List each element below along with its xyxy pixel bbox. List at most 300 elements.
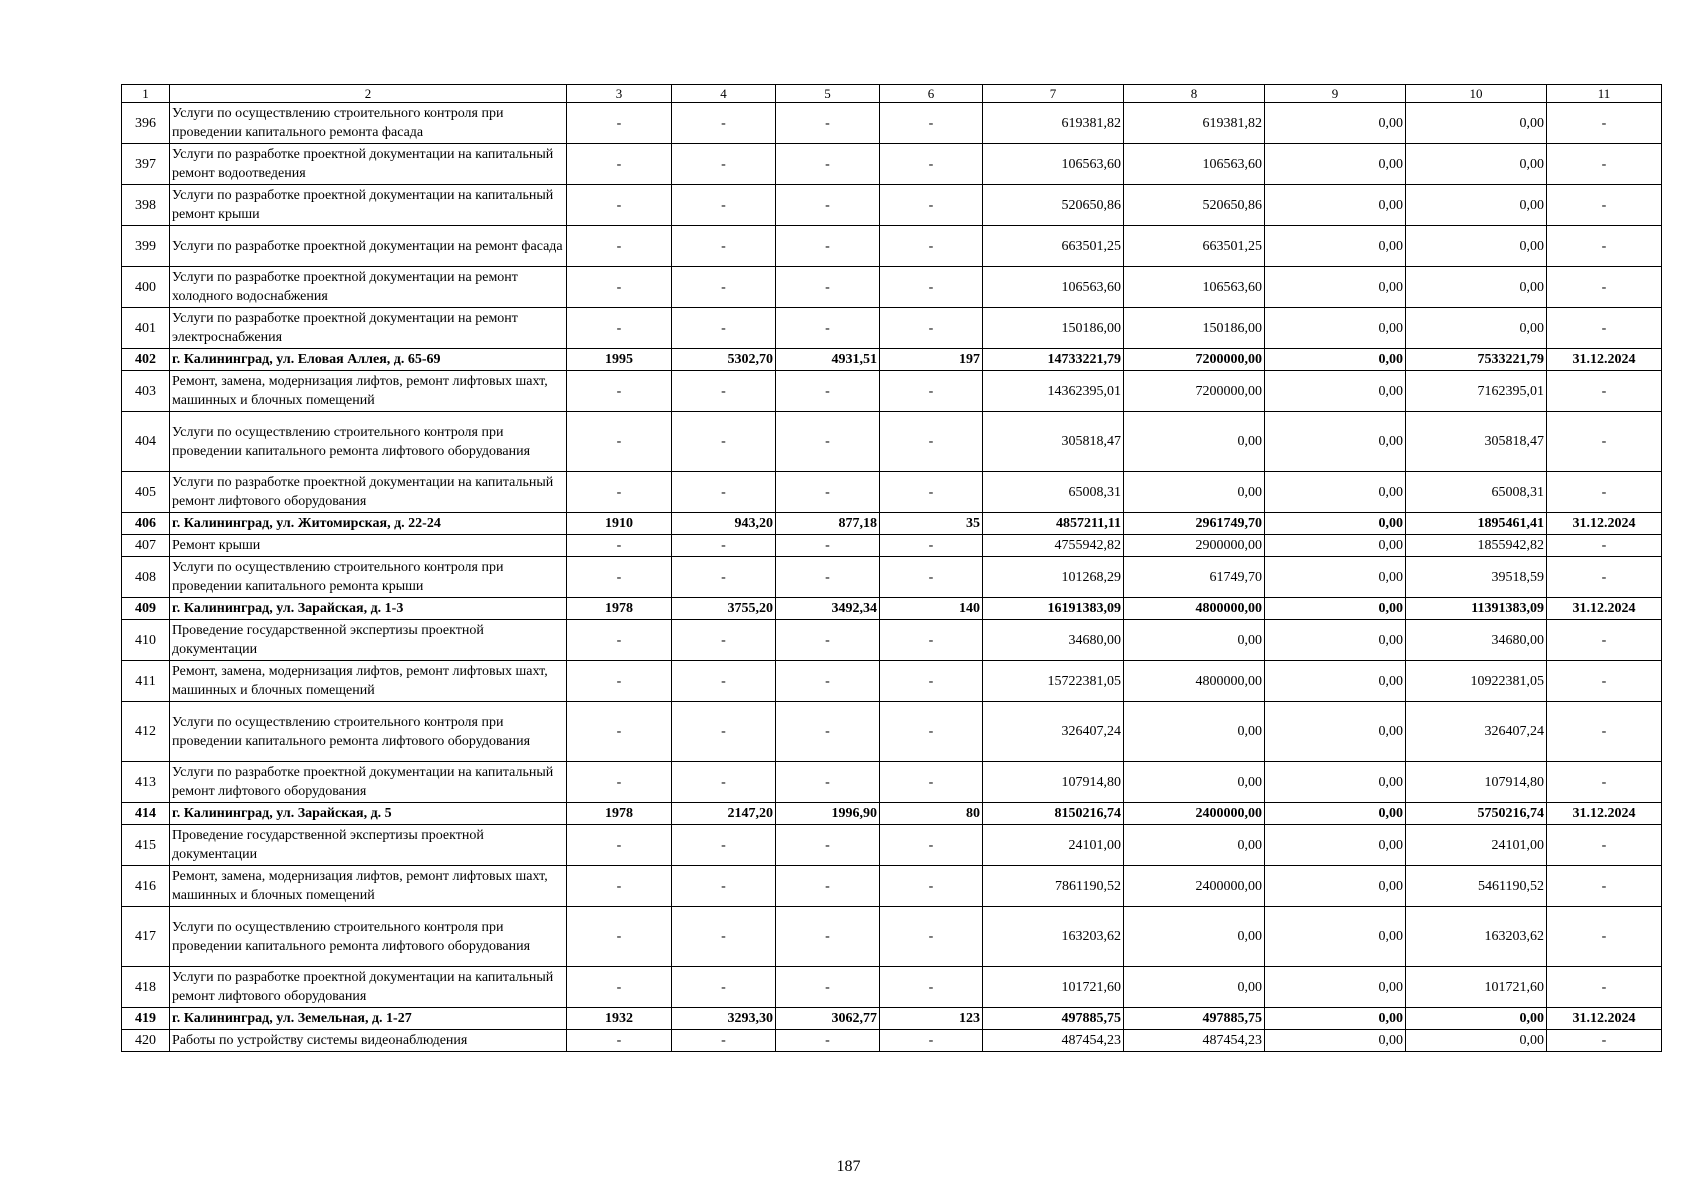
col-4-value: - xyxy=(672,1030,776,1052)
col-6-value: - xyxy=(880,472,983,513)
row-number: 398 xyxy=(122,185,170,226)
col-3-value: - xyxy=(567,267,672,308)
col-3-value: - xyxy=(567,535,672,557)
col-6-value: - xyxy=(880,371,983,412)
col-5-value: - xyxy=(776,702,880,762)
col-4-value: - xyxy=(672,371,776,412)
col-7-value: 163203,62 xyxy=(983,907,1124,967)
address-row xyxy=(122,349,1662,371)
col-8-value: 7200000,00 xyxy=(1124,349,1265,371)
row-number: 419 xyxy=(122,1008,170,1030)
col-4-value: - xyxy=(672,702,776,762)
col-8-value: 106563,60 xyxy=(1124,267,1265,308)
column-header: 8 xyxy=(1124,85,1265,103)
row-number: 417 xyxy=(122,907,170,967)
col-5-value: - xyxy=(776,825,880,866)
row-number: 412 xyxy=(122,702,170,762)
col-7-value: 4857211,11 xyxy=(983,513,1124,535)
row-name: Услуги по разработке проектной документации на капитальный ремонт лифтового оборудования xyxy=(170,967,567,1008)
work-item-row xyxy=(122,967,1662,1008)
col-3-value: 1995 xyxy=(567,349,672,371)
col-10-value: 7533221,79 xyxy=(1406,349,1547,371)
col-5-value: - xyxy=(776,371,880,412)
row-name: Услуги по осуществлению строительного контроля при проведении капитального ремонта крыши xyxy=(170,557,567,598)
col-7-value: 15722381,05 xyxy=(983,661,1124,702)
row-number: 415 xyxy=(122,825,170,866)
col-5-value: - xyxy=(776,535,880,557)
col-4-value: - xyxy=(672,762,776,803)
page-number: 187 xyxy=(836,1158,861,1175)
col-11-value: - xyxy=(1547,412,1662,472)
col-4-value: - xyxy=(672,907,776,967)
col-8-value: 0,00 xyxy=(1124,472,1265,513)
col-8-value: 0,00 xyxy=(1124,825,1265,866)
row-number: 407 xyxy=(122,535,170,557)
col-8-value: 7200000,00 xyxy=(1124,371,1265,412)
col-7-value: 14733221,79 xyxy=(983,349,1124,371)
col-10-value: 7162395,01 xyxy=(1406,371,1547,412)
col-11-value: - xyxy=(1547,144,1662,185)
col-10-value: 39518,59 xyxy=(1406,557,1547,598)
col-11-value: - xyxy=(1547,866,1662,907)
col-3-value: - xyxy=(567,185,672,226)
col-3-value: - xyxy=(567,557,672,598)
col-8-value: 2961749,70 xyxy=(1124,513,1265,535)
col-9-value: 0,00 xyxy=(1265,185,1406,226)
col-11-value: - xyxy=(1547,371,1662,412)
col-3-value: - xyxy=(567,907,672,967)
col-7-value: 106563,60 xyxy=(983,267,1124,308)
address-row xyxy=(122,598,1662,620)
row-name: Услуги по разработке проектной документации на капитальный ремонт крыши xyxy=(170,185,567,226)
col-4-value: - xyxy=(672,557,776,598)
col-9-value: 0,00 xyxy=(1265,907,1406,967)
col-9-value: 0,00 xyxy=(1265,762,1406,803)
col-5-value: - xyxy=(776,226,880,267)
row-number: 405 xyxy=(122,472,170,513)
row-name: г. Калининград, ул. Житомирская, д. 22-24 xyxy=(170,513,567,535)
work-item-row xyxy=(122,907,1662,967)
col-11-value: - xyxy=(1547,620,1662,661)
col-10-value: 0,00 xyxy=(1406,1030,1547,1052)
row-name: Услуги по разработке проектной документации на ремонт фасада xyxy=(170,226,567,267)
row-number: 413 xyxy=(122,762,170,803)
col-10-value: 305818,47 xyxy=(1406,412,1547,472)
col-11-value: - xyxy=(1547,661,1662,702)
row-number: 418 xyxy=(122,967,170,1008)
col-5-value: 3062,77 xyxy=(776,1008,880,1030)
col-8-value: 4800000,00 xyxy=(1124,661,1265,702)
row-name: Услуги по осуществлению строительного контроля при проведении капитального ремонта фасада xyxy=(170,103,567,144)
col-7-value: 14362395,01 xyxy=(983,371,1124,412)
row-name: Услуги по разработке проектной документации на капитальный ремонт лифтового оборудования xyxy=(170,472,567,513)
col-5-value: - xyxy=(776,267,880,308)
row-number: 401 xyxy=(122,308,170,349)
col-10-value: 34680,00 xyxy=(1406,620,1547,661)
col-7-value: 16191383,09 xyxy=(983,598,1124,620)
col-6-value: - xyxy=(880,661,983,702)
col-9-value: 0,00 xyxy=(1265,803,1406,825)
col-11-value: - xyxy=(1547,535,1662,557)
col-6-value: 80 xyxy=(880,803,983,825)
col-8-value: 2400000,00 xyxy=(1124,803,1265,825)
col-9-value: 0,00 xyxy=(1265,103,1406,144)
col-6-value: 35 xyxy=(880,513,983,535)
row-number: 409 xyxy=(122,598,170,620)
col-9-value: 0,00 xyxy=(1265,267,1406,308)
work-item-row xyxy=(122,185,1662,226)
col-8-value: 0,00 xyxy=(1124,702,1265,762)
col-11-value: 31.12.2024 xyxy=(1547,513,1662,535)
col-6-value: - xyxy=(880,308,983,349)
col-6-value: - xyxy=(880,620,983,661)
col-8-value: 520650,86 xyxy=(1124,185,1265,226)
col-8-value: 663501,25 xyxy=(1124,226,1265,267)
document-table-wrapper xyxy=(121,84,1662,1052)
col-5-value: - xyxy=(776,144,880,185)
col-6-value: - xyxy=(880,1030,983,1052)
column-header: 3 xyxy=(567,85,672,103)
col-3-value: - xyxy=(567,226,672,267)
col-9-value: 0,00 xyxy=(1265,371,1406,412)
col-8-value: 0,00 xyxy=(1124,762,1265,803)
column-header: 1 xyxy=(122,85,170,103)
col-9-value: 0,00 xyxy=(1265,308,1406,349)
column-header: 9 xyxy=(1265,85,1406,103)
col-6-value: - xyxy=(880,144,983,185)
col-3-value: - xyxy=(567,103,672,144)
col-4-value: - xyxy=(672,144,776,185)
row-name: Ремонт, замена, модернизация лифтов, ремонт лифтовых шахт, машинных и блочных помещений xyxy=(170,866,567,907)
col-11-value: 31.12.2024 xyxy=(1547,598,1662,620)
col-5-value: 877,18 xyxy=(776,513,880,535)
col-7-value: 150186,00 xyxy=(983,308,1124,349)
work-item-row xyxy=(122,1030,1662,1052)
col-4-value: 943,20 xyxy=(672,513,776,535)
column-header: 11 xyxy=(1547,85,1662,103)
col-9-value: 0,00 xyxy=(1265,661,1406,702)
work-item-row xyxy=(122,308,1662,349)
col-4-value: - xyxy=(672,103,776,144)
col-5-value: - xyxy=(776,762,880,803)
col-10-value: 0,00 xyxy=(1406,103,1547,144)
col-8-value: 4800000,00 xyxy=(1124,598,1265,620)
col-8-value: 61749,70 xyxy=(1124,557,1265,598)
table-body xyxy=(122,103,1662,1052)
col-11-value: - xyxy=(1547,103,1662,144)
col-8-value: 106563,60 xyxy=(1124,144,1265,185)
row-name: Ремонт, замена, модернизация лифтов, ремонт лифтовых шахт, машинных и блочных помещений xyxy=(170,661,567,702)
work-item-row xyxy=(122,866,1662,907)
row-name: Услуги по разработке проектной документации на ремонт электроснабжения xyxy=(170,308,567,349)
col-5-value: - xyxy=(776,967,880,1008)
col-10-value: 65008,31 xyxy=(1406,472,1547,513)
col-5-value: - xyxy=(776,185,880,226)
col-6-value: 123 xyxy=(880,1008,983,1030)
col-9-value: 0,00 xyxy=(1265,702,1406,762)
col-11-value: 31.12.2024 xyxy=(1547,1008,1662,1030)
col-8-value: 0,00 xyxy=(1124,907,1265,967)
address-row xyxy=(122,803,1662,825)
col-11-value: - xyxy=(1547,762,1662,803)
row-number: 416 xyxy=(122,866,170,907)
col-9-value: 0,00 xyxy=(1265,472,1406,513)
col-3-value: 1978 xyxy=(567,803,672,825)
col-11-value: - xyxy=(1547,267,1662,308)
col-7-value: 101268,29 xyxy=(983,557,1124,598)
col-8-value: 2900000,00 xyxy=(1124,535,1265,557)
col-10-value: 1855942,82 xyxy=(1406,535,1547,557)
col-9-value: 0,00 xyxy=(1265,1030,1406,1052)
row-name: Услуги по разработке проектной документации на капитальный ремонт лифтового оборудования xyxy=(170,762,567,803)
col-5-value: - xyxy=(776,412,880,472)
col-10-value: 0,00 xyxy=(1406,226,1547,267)
work-item-row xyxy=(122,620,1662,661)
col-3-value: - xyxy=(567,412,672,472)
row-number: 406 xyxy=(122,513,170,535)
row-name: Работы по устройству системы видеонаблюдения xyxy=(170,1030,567,1052)
col-5-value: 3492,34 xyxy=(776,598,880,620)
col-7-value: 326407,24 xyxy=(983,702,1124,762)
col-5-value: - xyxy=(776,472,880,513)
col-9-value: 0,00 xyxy=(1265,513,1406,535)
col-4-value: - xyxy=(672,267,776,308)
col-5-value: - xyxy=(776,103,880,144)
col-5-value: - xyxy=(776,1030,880,1052)
col-9-value: 0,00 xyxy=(1265,144,1406,185)
col-5-value: - xyxy=(776,308,880,349)
col-3-value: 1932 xyxy=(567,1008,672,1030)
col-7-value: 8150216,74 xyxy=(983,803,1124,825)
col-6-value: - xyxy=(880,762,983,803)
work-item-row xyxy=(122,267,1662,308)
col-3-value: - xyxy=(567,661,672,702)
col-7-value: 497885,75 xyxy=(983,1008,1124,1030)
work-item-row xyxy=(122,535,1662,557)
col-3-value: 1978 xyxy=(567,598,672,620)
col-5-value: - xyxy=(776,907,880,967)
col-7-value: 34680,00 xyxy=(983,620,1124,661)
col-5-value: 4931,51 xyxy=(776,349,880,371)
col-10-value: 0,00 xyxy=(1406,308,1547,349)
col-10-value: 163203,62 xyxy=(1406,907,1547,967)
col-6-value: - xyxy=(880,185,983,226)
col-4-value: - xyxy=(672,661,776,702)
col-7-value: 663501,25 xyxy=(983,226,1124,267)
col-6-value: - xyxy=(880,907,983,967)
work-item-row xyxy=(122,144,1662,185)
col-5-value: - xyxy=(776,661,880,702)
col-3-value: - xyxy=(567,866,672,907)
col-4-value: - xyxy=(672,412,776,472)
col-7-value: 619381,82 xyxy=(983,103,1124,144)
col-10-value: 326407,24 xyxy=(1406,702,1547,762)
row-name: Услуги по разработке проектной документации на капитальный ремонт водоотведения xyxy=(170,144,567,185)
work-item-row xyxy=(122,825,1662,866)
col-7-value: 106563,60 xyxy=(983,144,1124,185)
col-8-value: 497885,75 xyxy=(1124,1008,1265,1030)
work-item-row xyxy=(122,702,1662,762)
row-name: Ремонт крыши xyxy=(170,535,567,557)
address-row xyxy=(122,513,1662,535)
col-10-value: 0,00 xyxy=(1406,1008,1547,1030)
col-8-value: 2400000,00 xyxy=(1124,866,1265,907)
col-7-value: 305818,47 xyxy=(983,412,1124,472)
col-11-value: - xyxy=(1547,702,1662,762)
col-7-value: 101721,60 xyxy=(983,967,1124,1008)
col-9-value: 0,00 xyxy=(1265,598,1406,620)
row-number: 411 xyxy=(122,661,170,702)
work-item-row xyxy=(122,557,1662,598)
col-4-value: - xyxy=(672,825,776,866)
col-3-value: - xyxy=(567,308,672,349)
col-3-value: - xyxy=(567,825,672,866)
col-10-value: 0,00 xyxy=(1406,185,1547,226)
row-name: Ремонт, замена, модернизация лифтов, ремонт лифтовых шахт, машинных и блочных помещений xyxy=(170,371,567,412)
col-4-value: - xyxy=(672,308,776,349)
row-name: Услуги по осуществлению строительного контроля при проведении капитального ремонта лифтового оборудования xyxy=(170,907,567,967)
col-10-value: 107914,80 xyxy=(1406,762,1547,803)
row-name: Услуги по разработке проектной документации на ремонт холодного водоснабжения xyxy=(170,267,567,308)
col-7-value: 520650,86 xyxy=(983,185,1124,226)
col-8-value: 619381,82 xyxy=(1124,103,1265,144)
col-10-value: 101721,60 xyxy=(1406,967,1547,1008)
col-11-value: - xyxy=(1547,226,1662,267)
row-name: г. Калининград, ул. Земельная, д. 1-27 xyxy=(170,1008,567,1030)
col-9-value: 0,00 xyxy=(1265,620,1406,661)
col-4-value: - xyxy=(672,472,776,513)
col-9-value: 0,00 xyxy=(1265,825,1406,866)
column-header: 10 xyxy=(1406,85,1547,103)
column-header: 2 xyxy=(170,85,567,103)
row-number: 403 xyxy=(122,371,170,412)
col-5-value: 1996,90 xyxy=(776,803,880,825)
col-4-value: - xyxy=(672,866,776,907)
col-6-value: - xyxy=(880,702,983,762)
column-header: 6 xyxy=(880,85,983,103)
column-header: 7 xyxy=(983,85,1124,103)
col-8-value: 0,00 xyxy=(1124,620,1265,661)
col-3-value: - xyxy=(567,967,672,1008)
column-header: 4 xyxy=(672,85,776,103)
col-7-value: 65008,31 xyxy=(983,472,1124,513)
col-10-value: 5461190,52 xyxy=(1406,866,1547,907)
col-6-value: - xyxy=(880,103,983,144)
col-4-value: - xyxy=(672,967,776,1008)
col-6-value: - xyxy=(880,557,983,598)
col-11-value: - xyxy=(1547,308,1662,349)
column-header: 5 xyxy=(776,85,880,103)
col-8-value: 150186,00 xyxy=(1124,308,1265,349)
row-name: Проведение государственной экспертизы проектной документации xyxy=(170,620,567,661)
col-6-value: - xyxy=(880,535,983,557)
col-6-value: 140 xyxy=(880,598,983,620)
col-3-value: - xyxy=(567,371,672,412)
row-number: 397 xyxy=(122,144,170,185)
work-item-row xyxy=(122,661,1662,702)
col-11-value: - xyxy=(1547,825,1662,866)
col-7-value: 7861190,52 xyxy=(983,866,1124,907)
col-4-value: - xyxy=(672,535,776,557)
col-4-value: 3293,30 xyxy=(672,1008,776,1030)
col-11-value: - xyxy=(1547,967,1662,1008)
col-9-value: 0,00 xyxy=(1265,866,1406,907)
col-9-value: 0,00 xyxy=(1265,535,1406,557)
row-name: Услуги по осуществлению строительного контроля при проведении капитального ремонта лифтового оборудования xyxy=(170,702,567,762)
col-4-value: 5302,70 xyxy=(672,349,776,371)
row-name: г. Калининград, ул. Еловая Аллея, д. 65-69 xyxy=(170,349,567,371)
column-number-header-row xyxy=(122,85,1662,103)
col-11-value: 31.12.2024 xyxy=(1547,349,1662,371)
col-10-value: 0,00 xyxy=(1406,267,1547,308)
row-number: 404 xyxy=(122,412,170,472)
col-4-value: - xyxy=(672,620,776,661)
row-number: 414 xyxy=(122,803,170,825)
col-10-value: 11391383,09 xyxy=(1406,598,1547,620)
row-number: 402 xyxy=(122,349,170,371)
col-4-value: 3755,20 xyxy=(672,598,776,620)
col-6-value: - xyxy=(880,226,983,267)
col-5-value: - xyxy=(776,620,880,661)
col-6-value: - xyxy=(880,412,983,472)
row-number: 408 xyxy=(122,557,170,598)
row-name: Проведение государственной экспертизы проектной документации xyxy=(170,825,567,866)
row-number: 399 xyxy=(122,226,170,267)
col-3-value: - xyxy=(567,144,672,185)
col-3-value: - xyxy=(567,472,672,513)
col-6-value: 197 xyxy=(880,349,983,371)
work-item-row xyxy=(122,412,1662,472)
col-9-value: 0,00 xyxy=(1265,1008,1406,1030)
col-9-value: 0,00 xyxy=(1265,349,1406,371)
col-5-value: - xyxy=(776,557,880,598)
col-4-value: 2147,20 xyxy=(672,803,776,825)
col-10-value: 1895461,41 xyxy=(1406,513,1547,535)
row-number: 420 xyxy=(122,1030,170,1052)
col-11-value: - xyxy=(1547,1030,1662,1052)
col-6-value: - xyxy=(880,267,983,308)
col-8-value: 487454,23 xyxy=(1124,1030,1265,1052)
col-11-value: - xyxy=(1547,185,1662,226)
col-3-value: - xyxy=(567,620,672,661)
col-5-value: - xyxy=(776,866,880,907)
col-9-value: 0,00 xyxy=(1265,557,1406,598)
work-item-row xyxy=(122,371,1662,412)
col-9-value: 0,00 xyxy=(1265,226,1406,267)
address-row xyxy=(122,1008,1662,1030)
work-item-row xyxy=(122,472,1662,513)
col-10-value: 24101,00 xyxy=(1406,825,1547,866)
col-7-value: 4755942,82 xyxy=(983,535,1124,557)
col-6-value: - xyxy=(880,866,983,907)
col-11-value: - xyxy=(1547,557,1662,598)
col-9-value: 0,00 xyxy=(1265,412,1406,472)
col-3-value: 1910 xyxy=(567,513,672,535)
col-3-value: - xyxy=(567,762,672,803)
repair-program-table xyxy=(121,84,1662,1052)
col-6-value: - xyxy=(880,825,983,866)
col-7-value: 487454,23 xyxy=(983,1030,1124,1052)
col-8-value: 0,00 xyxy=(1124,412,1265,472)
col-4-value: - xyxy=(672,185,776,226)
work-item-row xyxy=(122,226,1662,267)
row-name: г. Калининград, ул. Зарайская, д. 5 xyxy=(170,803,567,825)
row-number: 400 xyxy=(122,267,170,308)
col-10-value: 5750216,74 xyxy=(1406,803,1547,825)
col-4-value: - xyxy=(672,226,776,267)
col-3-value: - xyxy=(567,702,672,762)
col-9-value: 0,00 xyxy=(1265,967,1406,1008)
